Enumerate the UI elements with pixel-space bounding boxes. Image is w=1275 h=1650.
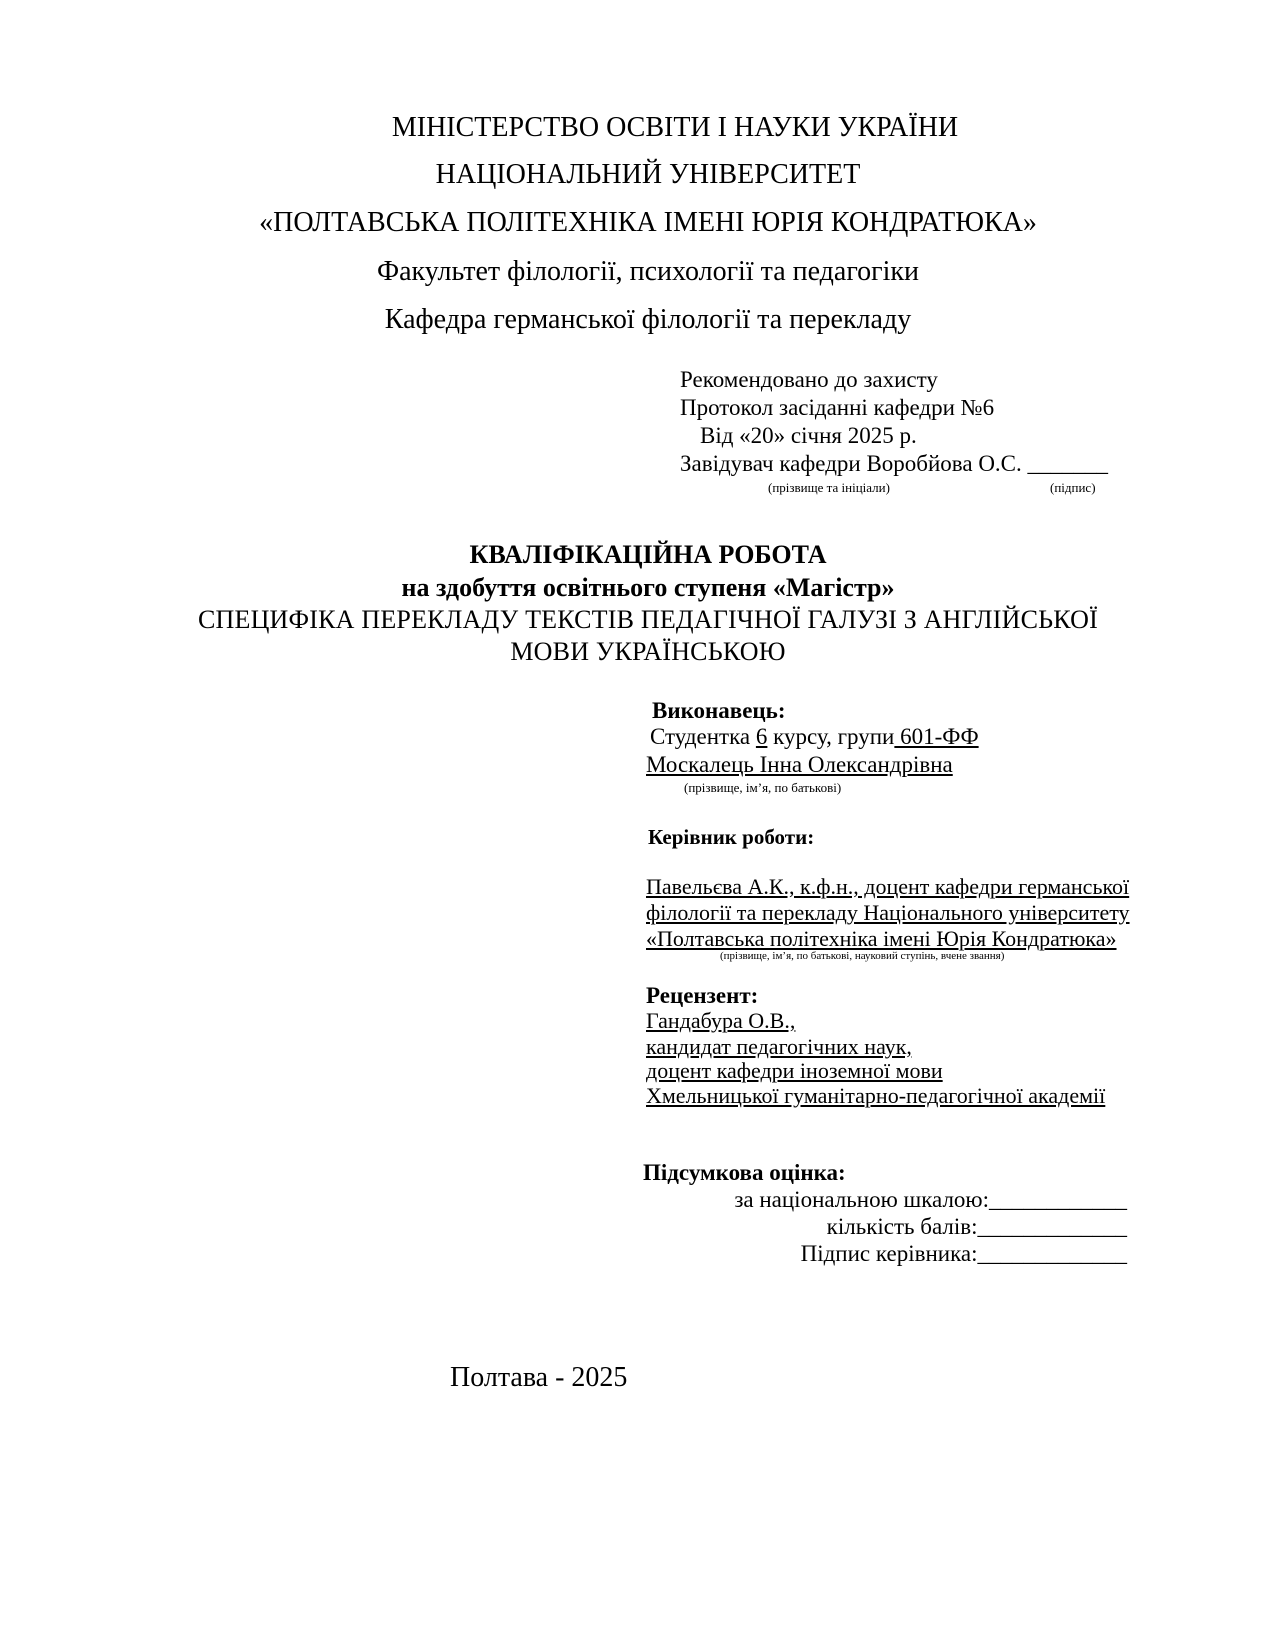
grade-supervisor-signature: Підпис керівника:_____________ bbox=[800, 1241, 1127, 1266]
head-signature-caption: (підпис) bbox=[1050, 480, 1096, 495]
university-name: «ПОЛТАВСЬКА ПОЛІТЕХНІКА ІМЕНІ ЮРІЯ КОНДРАТЮКА» bbox=[259, 207, 1037, 238]
work-type: КВАЛІФІКАЦІЙНА РОБОТА bbox=[469, 540, 827, 569]
recommendation-line-3: Від «20» січня 2025 р. bbox=[700, 423, 917, 448]
supervisor-heading: Керівник роботи: bbox=[648, 825, 815, 849]
executor-heading: Виконавець: bbox=[652, 698, 786, 723]
recommendation-line-2: Протокол засіданні кафедри №6 bbox=[680, 395, 995, 420]
student-prefix: Студентка bbox=[650, 724, 756, 749]
grade-heading: Підсумкова оцінка: bbox=[643, 1160, 846, 1185]
city-year: Полтава - 2025 bbox=[450, 1362, 628, 1393]
supervisor-line-3: «Полтавська політехніка імені Юрія Кондратюка» bbox=[646, 926, 1117, 951]
grade-points: кількість балів:_____________ bbox=[826, 1214, 1127, 1239]
course-suffix: курсу, групи bbox=[767, 724, 895, 749]
reviewer-line-1: Гандабура О.В., bbox=[646, 1008, 796, 1033]
faculty-name: Факультет філології, психології та педагогіки bbox=[377, 256, 919, 287]
ministry-title: МІНІСТЕРСТВО ОСВІТИ І НАУКИ УКРАЇНИ bbox=[391, 112, 959, 143]
reviewer-line-2: кандидат педагогічних наук, bbox=[646, 1034, 912, 1059]
grade-national-scale: за національною шкалою:____________ bbox=[734, 1187, 1127, 1212]
executor-student-line bbox=[650, 724, 979, 750]
reviewer-heading: Рецензент: bbox=[646, 983, 759, 1008]
student-course: 6 bbox=[755, 724, 768, 749]
work-title-line-2: МОВИ УКРАЇНСЬКОЮ bbox=[510, 637, 786, 666]
student-name: Москалець Інна Олександрівна bbox=[646, 752, 953, 777]
head-name-caption: (прізвище та ініціали) bbox=[768, 480, 890, 495]
work-title-line-1: СПЕЦИФІКА ПЕРЕКЛАДУ ТЕКСТІВ ПЕДАГІЧНОЇ ГАЛУЗІ З АНГЛІЙСЬКОЇ bbox=[197, 605, 1098, 634]
supervisor-caption: (прізвище, ім’я, по батькові, науковий ступінь, вчене звання) bbox=[720, 950, 1005, 962]
reviewer-line-4: Хмельницької гуманітарно-педагогічної академії bbox=[646, 1083, 1106, 1108]
supervisor-line-1: Павельєва А.К., к.ф.н., доцент кафедри германської bbox=[646, 874, 1130, 899]
reviewer-line-3: доцент кафедри іноземної мови bbox=[646, 1058, 943, 1083]
student-group: 601-ФФ bbox=[894, 724, 979, 749]
work-degree: на здобуття освітнього ступеня «Магістр» bbox=[401, 573, 895, 602]
recommendation-line-1: Рекомендовано до захисту bbox=[680, 367, 938, 392]
student-name-caption: (прізвище, ім’я, по батькові) bbox=[684, 780, 842, 795]
recommendation-line-4: Завідувач кафедри Воробйова О.С. _______ bbox=[680, 451, 1109, 476]
supervisor-line-2: філології та перекладу Національного університету bbox=[646, 900, 1130, 925]
department-name: Кафедра германської філології та перекладу bbox=[384, 304, 912, 335]
university-title: НАЦІОНАЛЬНИЙ УНІВЕРСИТЕТ bbox=[435, 159, 861, 190]
